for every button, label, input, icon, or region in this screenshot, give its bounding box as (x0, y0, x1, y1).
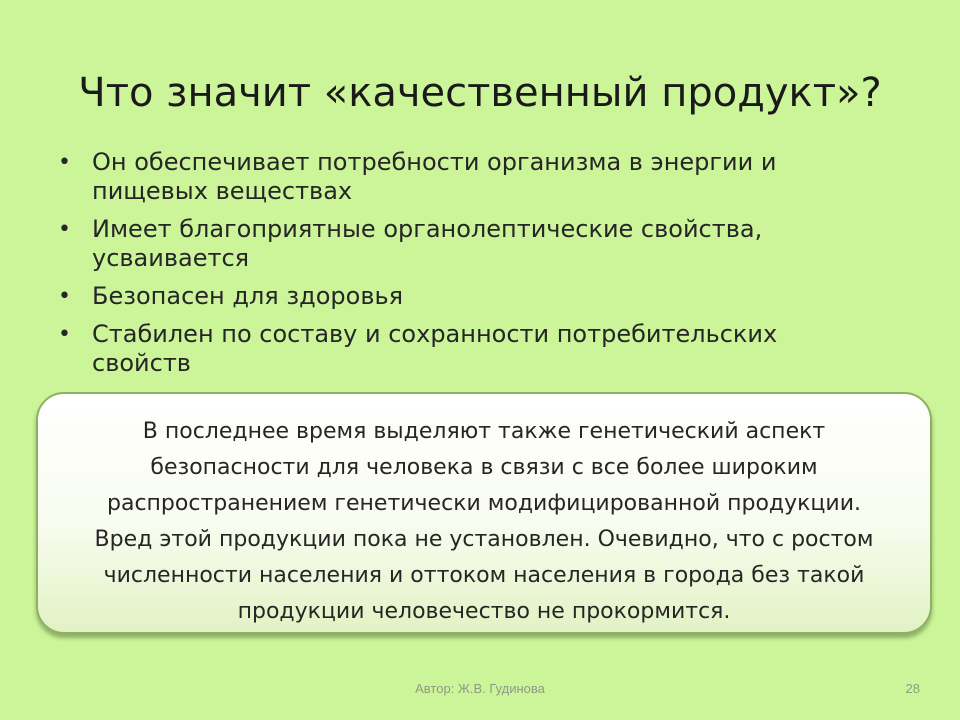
callout-line: продукции человечество не прокормится. (237, 599, 731, 624)
callout-line: безопасности для человека в связи с все более широким (150, 455, 818, 480)
callout-line: В последнее время выделяют также генетический аспект (142, 419, 826, 444)
bullet-text: Имеет благоприятные органолептические свойства, усваивается (92, 215, 763, 272)
bullet-text: Стабилен по составу и сохранности потребительских свойств (92, 320, 778, 377)
bullet-item (58, 282, 858, 311)
callout-text (58, 414, 910, 630)
bullet-item (58, 320, 858, 378)
callout-box (36, 392, 932, 634)
bullet-item (58, 215, 858, 273)
bullet-marker: • (58, 217, 71, 242)
page-number: 28 (905, 681, 920, 696)
callout-line: Вред этой продукции пока не установлен. Очевидно, что с ростом (94, 527, 874, 552)
bullet-marker: • (58, 150, 71, 175)
slide-title: Что значит «качественный продукт»? (78, 70, 882, 116)
bullet-marker: • (58, 284, 71, 309)
callout-line: численности населения и оттоком населения в города без такой (103, 563, 865, 588)
callout-line: распространением генетически модифицированной продукции. (107, 491, 861, 516)
bullet-marker: • (58, 322, 71, 347)
footer-author: Автор: Ж.В. Гудинова (415, 681, 545, 696)
bullet-item (58, 148, 858, 206)
bullet-list (58, 148, 858, 387)
bullet-text: Он обеспечивает потребности организма в энергии и пищевых веществах (92, 148, 777, 205)
bullet-text: Безопасен для здоровья (92, 282, 404, 310)
